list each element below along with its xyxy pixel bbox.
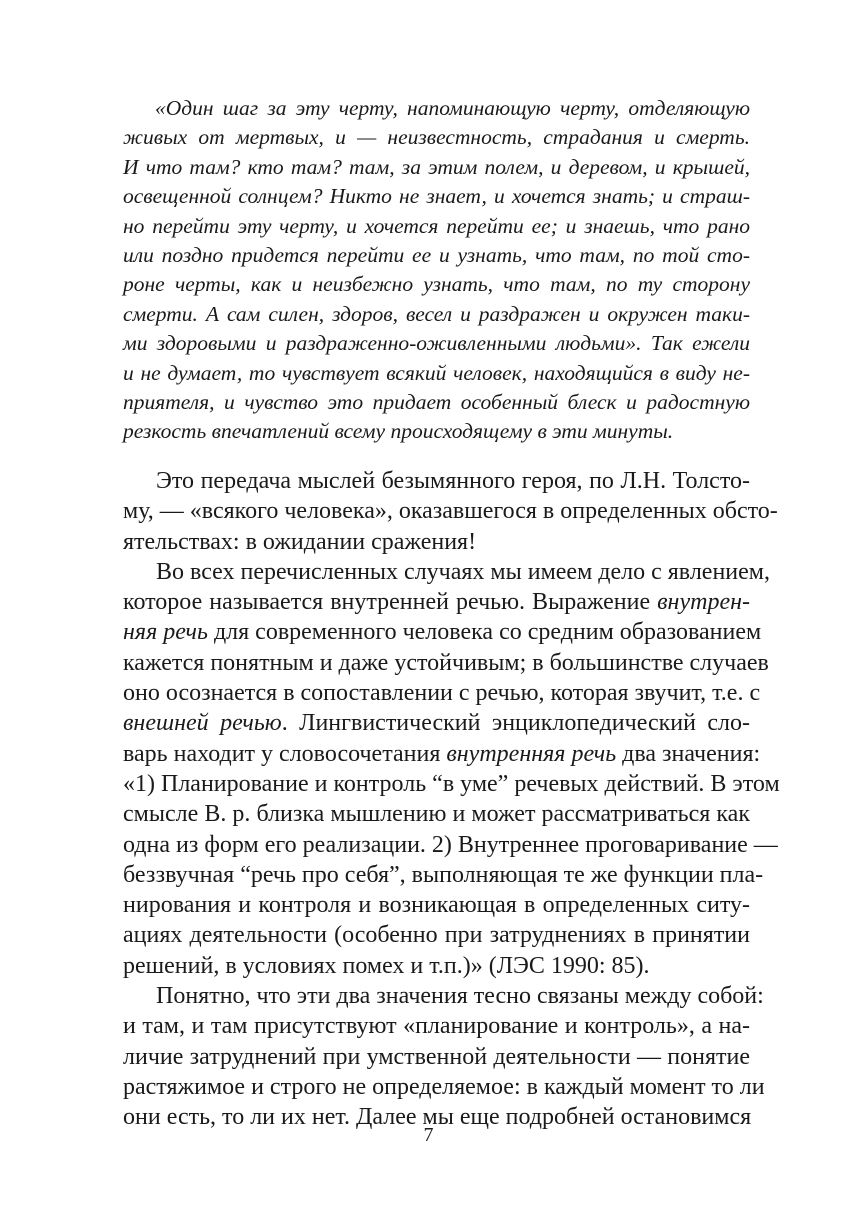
text-line (123, 708, 750, 738)
text-line: смысле В. р. близка мышлению и может рассматриваться как (123, 801, 750, 828)
text-line: нирования и контроля и возникающая в определенных ситу- (123, 892, 750, 919)
page-number: 7 (423, 1124, 434, 1146)
text-line: они есть, то ли их нет. Далее мы еще подробней остановимся (123, 1104, 752, 1131)
text-run: варь находит у словосочетания (123, 740, 447, 767)
body-text (123, 466, 780, 1133)
quote-line: и не думает, то чувствует всякий человек, находящийся в виду не- (123, 360, 750, 385)
text-run: . Лингвистический энциклопедический сло- (281, 710, 751, 737)
quote-line: или поздно придется перейти ее и узнать, что там, по той сто- (123, 243, 750, 268)
text-line: Это передача мыслей безымянного героя, по Л.Н. Толсто- (156, 468, 750, 494)
text-line: решений, в условиях помех и т.п.)» (ЛЭС 1990: 85). (123, 952, 650, 979)
text-line (123, 587, 750, 617)
text-line (123, 617, 762, 647)
text-line: ятельствах: в ожидании сражения! (123, 528, 477, 555)
text-line: кажется понятным и даже устойчивым; в большинстве случаев (123, 649, 769, 676)
quote-line: резкость впечатлений всему происходящему в эти минуты. (123, 419, 674, 444)
paragraph-2 (123, 557, 780, 981)
quote-line: И что там? кто там? там, за этим полем, и деревом, и крышей, (123, 154, 750, 179)
text-run: которое называется внутренней речью. Выражение (123, 589, 658, 616)
paragraph-3 (123, 981, 765, 1132)
paragraph-1 (123, 466, 778, 557)
text-line: и там, и там присутствуют «планирование и контроль», а на- (123, 1013, 750, 1040)
quote-line: живых от мертвых, и — неизвестность, страдания и смерть. (123, 125, 750, 150)
quote-line: «Один шаг за эту черту, напоминающую черту, отделяющую (155, 96, 750, 120)
text-line: оно осознается в сопоставлении с речью, которая звучит, т.е. с (123, 680, 761, 707)
quote-line: роне черты, как и неизбежно узнать, что там, по ту сторону (123, 272, 750, 297)
text-line (123, 739, 761, 769)
text-line: личие затруднений при умственной деятельности — понятие (123, 1043, 750, 1070)
quote-line: но перейти эту черту, и хочется перейти ее; и знаешь, что рано (123, 213, 750, 238)
text-line: ациях деятельности (особенно при затруднениях в принятии (123, 922, 750, 949)
text-run: для современного человека со средним образованием (207, 619, 762, 646)
quote-line: ми здоровыми и раздраженно-оживленными людьми». Так ежели (123, 331, 750, 356)
quote-line: смерти. А сам силен, здоров, весел и раздражен и окружен таки- (123, 301, 750, 326)
text-run: два значения: (616, 740, 761, 767)
text-line: беззвучная “речь про себя”, выполняющая те же функции пла- (123, 861, 764, 888)
italic-term: внутрен- (657, 589, 750, 616)
text-line: растяжимое и строго не определяемое: в каждый момент то ли (123, 1073, 765, 1100)
quote-line: освещенной солнцем? Никто не знает, и хочется знать; и страш- (123, 184, 750, 209)
epigraph-quote (123, 94, 750, 447)
italic-term: внутренняя речь (446, 740, 617, 767)
text-line: «1) Планирование и контроль “в уме” речевых действий. В этом (123, 770, 780, 797)
italic-term: няя речь (123, 619, 208, 646)
italic-term: внешней речью (123, 710, 282, 737)
text-line: Во всех перечисленных случаях мы имеем дело с явлением, (156, 558, 770, 585)
text-line: Понятно, что эти два значения тесно связаны между собой: (156, 983, 764, 1010)
quote-line: приятеля, и чувство это придает особенный блеск и радостную (123, 390, 750, 415)
text-line: одна из форм его реализации. 2) Внутреннее проговаривание — (123, 831, 778, 858)
text-line: му, — «всякого человека», оказавшегося в определенных обсто- (123, 498, 778, 525)
